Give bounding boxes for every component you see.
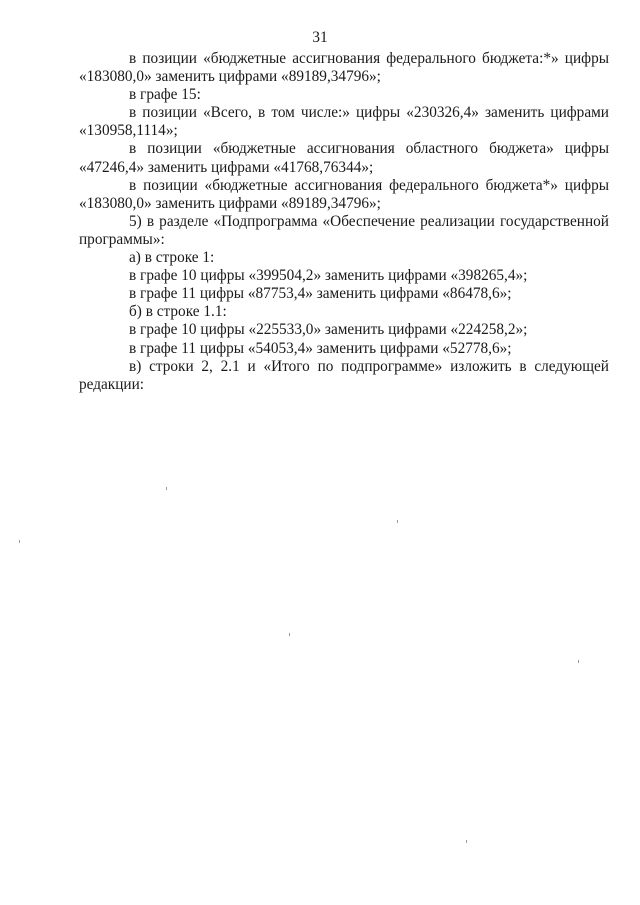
text-line: «130958,1114»; [79,122,178,140]
text-line: редакции: [79,375,145,393]
text-line: «183080,0» заменить цифрами «89189,34796»; [79,68,381,86]
scan-speck [466,840,467,843]
text-line: программы»: [79,230,165,248]
text-line: «47246,4» заменить цифрами «41768,76344»; [79,158,374,176]
paragraph [79,140,609,176]
text-line: 5) в разделе «Подпрограмма «Обеспечение реализации государственной [129,212,609,230]
text-line: в графе 10 цифры «399504,2» заменить цифрами «398265,4»; [129,267,528,285]
paragraph [79,358,609,394]
paragraph [79,50,609,86]
text-line: в графе 11 цифры «87753,4» заменить цифрами «86478,6»; [129,285,512,303]
text-line: в позиции «бюджетные ассигнования федерального бюджета:*» цифры [129,50,609,67]
scan-speck [19,540,20,543]
document-body [79,50,609,394]
text-line: в) строки 2, 2.1 и «Итого по подпрограмме» изложить в следующей [129,357,609,375]
text-line: а) в строке 1: [129,249,215,267]
text-line: б) в строке 1.1: [129,303,227,321]
text-line: в позиции «бюджетные ассигнования федерального бюджета*» цифры [129,176,609,194]
scan-speck [397,520,398,523]
paragraph [79,285,609,303]
text-line: «183080,0» заменить цифрами «89189,34796»; [79,194,381,212]
text-line: в графе 11 цифры «54053,4» заменить цифрами «52778,6»; [129,339,512,357]
paragraph [79,340,609,358]
paragraph [79,86,609,104]
scan-speck [166,487,167,490]
scan-speck [289,633,290,636]
paragraph [79,321,609,339]
paragraph [79,249,609,267]
text-line: в позиции «бюджетные ассигнования областного бюджета» цифры [129,140,609,158]
text-line: в графе 15: [129,86,201,104]
text-line: в графе 10 цифры «225533,0» заменить цифрами «224258,2»; [129,321,528,339]
text-line: в позиции «Всего, в том числе:» цифры «230326,4» заменить цифрами [129,104,609,122]
page-number: 31 [312,29,328,46]
paragraph [79,177,609,213]
paragraph [79,267,609,285]
paragraph [79,303,609,321]
paragraph [79,213,609,249]
paragraph [79,104,609,140]
scan-speck [578,660,579,663]
